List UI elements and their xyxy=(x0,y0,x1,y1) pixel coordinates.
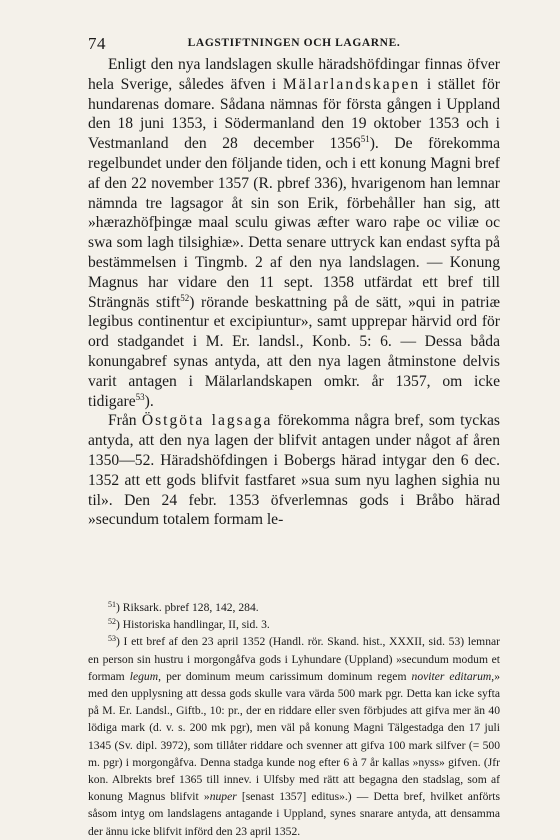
footnote-ref: 53 xyxy=(135,391,145,402)
text-run: [senast 1357] editus».) — Detta bref, hvilket anförts såsom intyg om landslagens antagande i Uppland, synes snarare antyda, att densamma der ännu icke blifvit införd den 23 april 1352. xyxy=(88,790,500,838)
italic-text: noviter editarum xyxy=(411,669,492,683)
footnote xyxy=(88,633,500,839)
text-run: , per dominum meum carissimum dominum regem xyxy=(158,669,412,683)
text-run: i stället för hundarenas domare. Sådana nämnas för första gången i Uppland den 18 juni 1353, i Södermanland den 19 oktober 1353 och i Vestmanland den 28 december 1356 xyxy=(88,75,500,153)
footnote xyxy=(88,599,500,616)
text-run: ) I ett bref af den 23 april 1352 (Handl. rör. Skand. hist., XXXII, sid. 53) lemnar en person sin hustru i morgongåfva gods i Lyhundare (Uppland) »secundum modum et formam xyxy=(88,635,500,683)
text-run: ). xyxy=(144,392,154,410)
body-text xyxy=(88,55,500,530)
text-run: förekomma några bref, som tyckas antyda, att den nya lagen der blifvit antagen under något af åren 1350—52. Häradshöfdingen i Bobergs härad intygar den 6 dec. 1352 att ett gods blifvit fastfaret »sua sum nyu laghen sighia nu til». Den 24 febr. 1353 öfverlemnas gods i Bråbo härad »secundum totalem formam le- xyxy=(88,412,500,529)
running-title: LAGSTIFTNINGEN OCH LAGARNE. xyxy=(187,37,401,49)
footnote xyxy=(88,616,500,633)
spaced-emphasis: Östgöta lagsaga xyxy=(141,412,273,430)
text-run: ) Historiska handlingar, II, sid. 3. xyxy=(116,618,270,632)
page-number: 74 xyxy=(88,34,106,53)
italic-text: nuper xyxy=(209,790,237,804)
spaced-emphasis: Mälarlandskapen xyxy=(282,75,421,93)
paragraph xyxy=(88,55,500,411)
italic-text: legum xyxy=(129,669,159,683)
paragraph xyxy=(88,411,500,530)
footnote-number: 53 xyxy=(108,634,116,644)
footnote-number: 51 xyxy=(108,600,116,609)
footnote-number: 52 xyxy=(108,617,116,627)
text-run: ,» med den upplysning att dessa gods skulle vara värda 500 mark pgr. Detta kan icke syfta på M. Er. Landsl., Giftb., 10: pr., der en riddare eller sven förbjudes att gifva mer än 40 lödiga mark (d. v. s. 200 mk pgr), men väl på konung Magni Tälgestadga den 17 juli 1345 (Sv. dipl. 3972), som tillåter riddare och svenner att gifva 100 mark silfver (= 500 m. pgr) i morgongåfva. Denna stadga kunde nog efter 6 à 7 år kallas »nyss» gifven. (Jfr kon. Albrekts bref 1365 till innev. i Ulfsby med rätt att begagna den stadslag, som af konung Magnus blifvit » xyxy=(88,669,500,804)
footnote-ref: 52 xyxy=(180,292,190,303)
text-run: Enligt den nya landslagen skulle häradshöfdingar finnas öfver hela Sverige, således äfven i xyxy=(88,56,500,93)
text-run: ) Riksark. pbref 128, 142, 284. xyxy=(116,601,259,614)
text-run: ) rörande beskattning på de sätt, »qui in patriæ legibus continentur et excipiuntur», samt upprepar härvid ord för ord stadgandet i M. Er. landsl., Konb. 5: 6. — Dessa båda konungabref synas antyda, att den nya lagen åtminstone delvis varit antagen i Mälarlandskapen omkr. år 1357, om icke tidigare xyxy=(88,293,500,410)
text-run: ). De förekomma regelbundet under den följande tiden, och i ett konung Magni bref af den 22 november 1357 (R. pbref 336), hvarigenom han lemnar nämnda tre lagsagor åt sin son Erik, förbehåller han sig, att »hærazhöfþingæ maal sculu giwas æfter waro raþe oc viliæ oc swa som lagh tilsighiæ». Detta senare uttryck kan endast syfta på bestämmelsen i Tingmb. 2 af den nya landslagen. — Konung Magnus har vidare den 11 sept. 1358 utfärdat ett bref till Strängnäs stift xyxy=(88,135,501,311)
running-header xyxy=(88,34,500,54)
text-run: Från xyxy=(108,412,142,430)
footnotes xyxy=(88,599,500,840)
footnote-ref: 51 xyxy=(360,134,370,145)
